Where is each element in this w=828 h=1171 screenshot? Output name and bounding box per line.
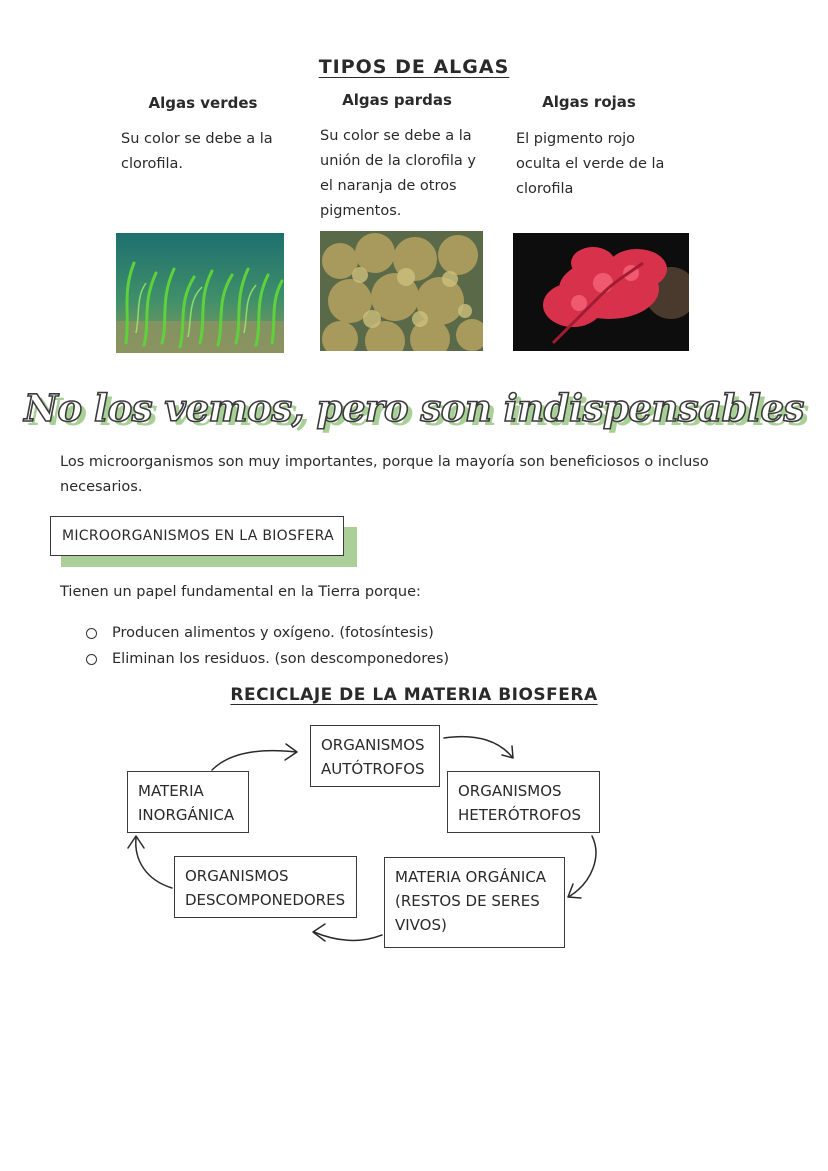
red-algae-photo	[513, 233, 689, 351]
roles-list	[86, 620, 449, 672]
intro-paragraph: Los microorganismos son muy importantes, porque la mayoría son beneficiosos o incluso necesarios.	[60, 454, 709, 495]
node-materia-inorganica: MATERIA INORGÁNICA	[127, 771, 249, 833]
node-autotrofos: ORGANISMOS AUTÓTROFOS	[310, 725, 440, 787]
algae-green-text: Su color se debe a la clorofila.	[121, 131, 273, 172]
roles-intro: Tienen un papel fundamental en la Tierra porque:	[60, 584, 421, 600]
algae-red-text: El pigmento rojo oculta el verde de la clorofila	[516, 131, 665, 197]
algae-red-title: Algas rojas	[542, 93, 636, 111]
page-title: TIPOS DE ALGAS	[318, 56, 510, 78]
section-label-box: MICROORGANISMOS EN LA BIOSFERA	[50, 516, 344, 556]
arrow-autotrofos-to-heterotrofos	[444, 737, 512, 757]
brown-algae-photo	[320, 231, 483, 351]
bullet-circle-icon	[86, 628, 97, 639]
list-item	[86, 646, 449, 672]
algae-brown-text: Su color se debe a la unión de la clorofila y el naranja de otros pigmentos.	[320, 128, 476, 219]
arrow-organica-to-descomponedores	[314, 932, 382, 940]
bullet-circle-icon	[86, 654, 97, 665]
green-algae-photo	[116, 233, 284, 353]
arrow-heterotrofos-to-organica	[570, 836, 596, 896]
cycle-title: RECICLAJE DE LA MATERIA BIOSFERA	[230, 685, 598, 705]
node-descomponedores: ORGANISMOS DESCOMPONEDORES	[174, 856, 357, 918]
arrow-descomponedores-to-inorganica	[136, 838, 172, 888]
list-item-text: Eliminan los residuos. (son descomponedores)	[112, 651, 450, 667]
algae-green-title: Algas verdes	[148, 94, 258, 112]
section-heading: No los vemos, pero son indispensables	[24, 386, 804, 430]
node-heterotrofos: ORGANISMOS HETERÓTROFOS	[447, 771, 600, 833]
list-item-text: Producen alimentos y oxígeno. (fotosíntesis)	[112, 625, 434, 641]
node-materia-organica: MATERIA ORGÁNICA (RESTOS DE SERES VIVOS)	[384, 857, 565, 948]
arrow-inorganica-to-autotrofos	[212, 751, 296, 770]
algae-brown-title: Algas pardas	[342, 91, 452, 109]
list-item	[86, 620, 449, 646]
